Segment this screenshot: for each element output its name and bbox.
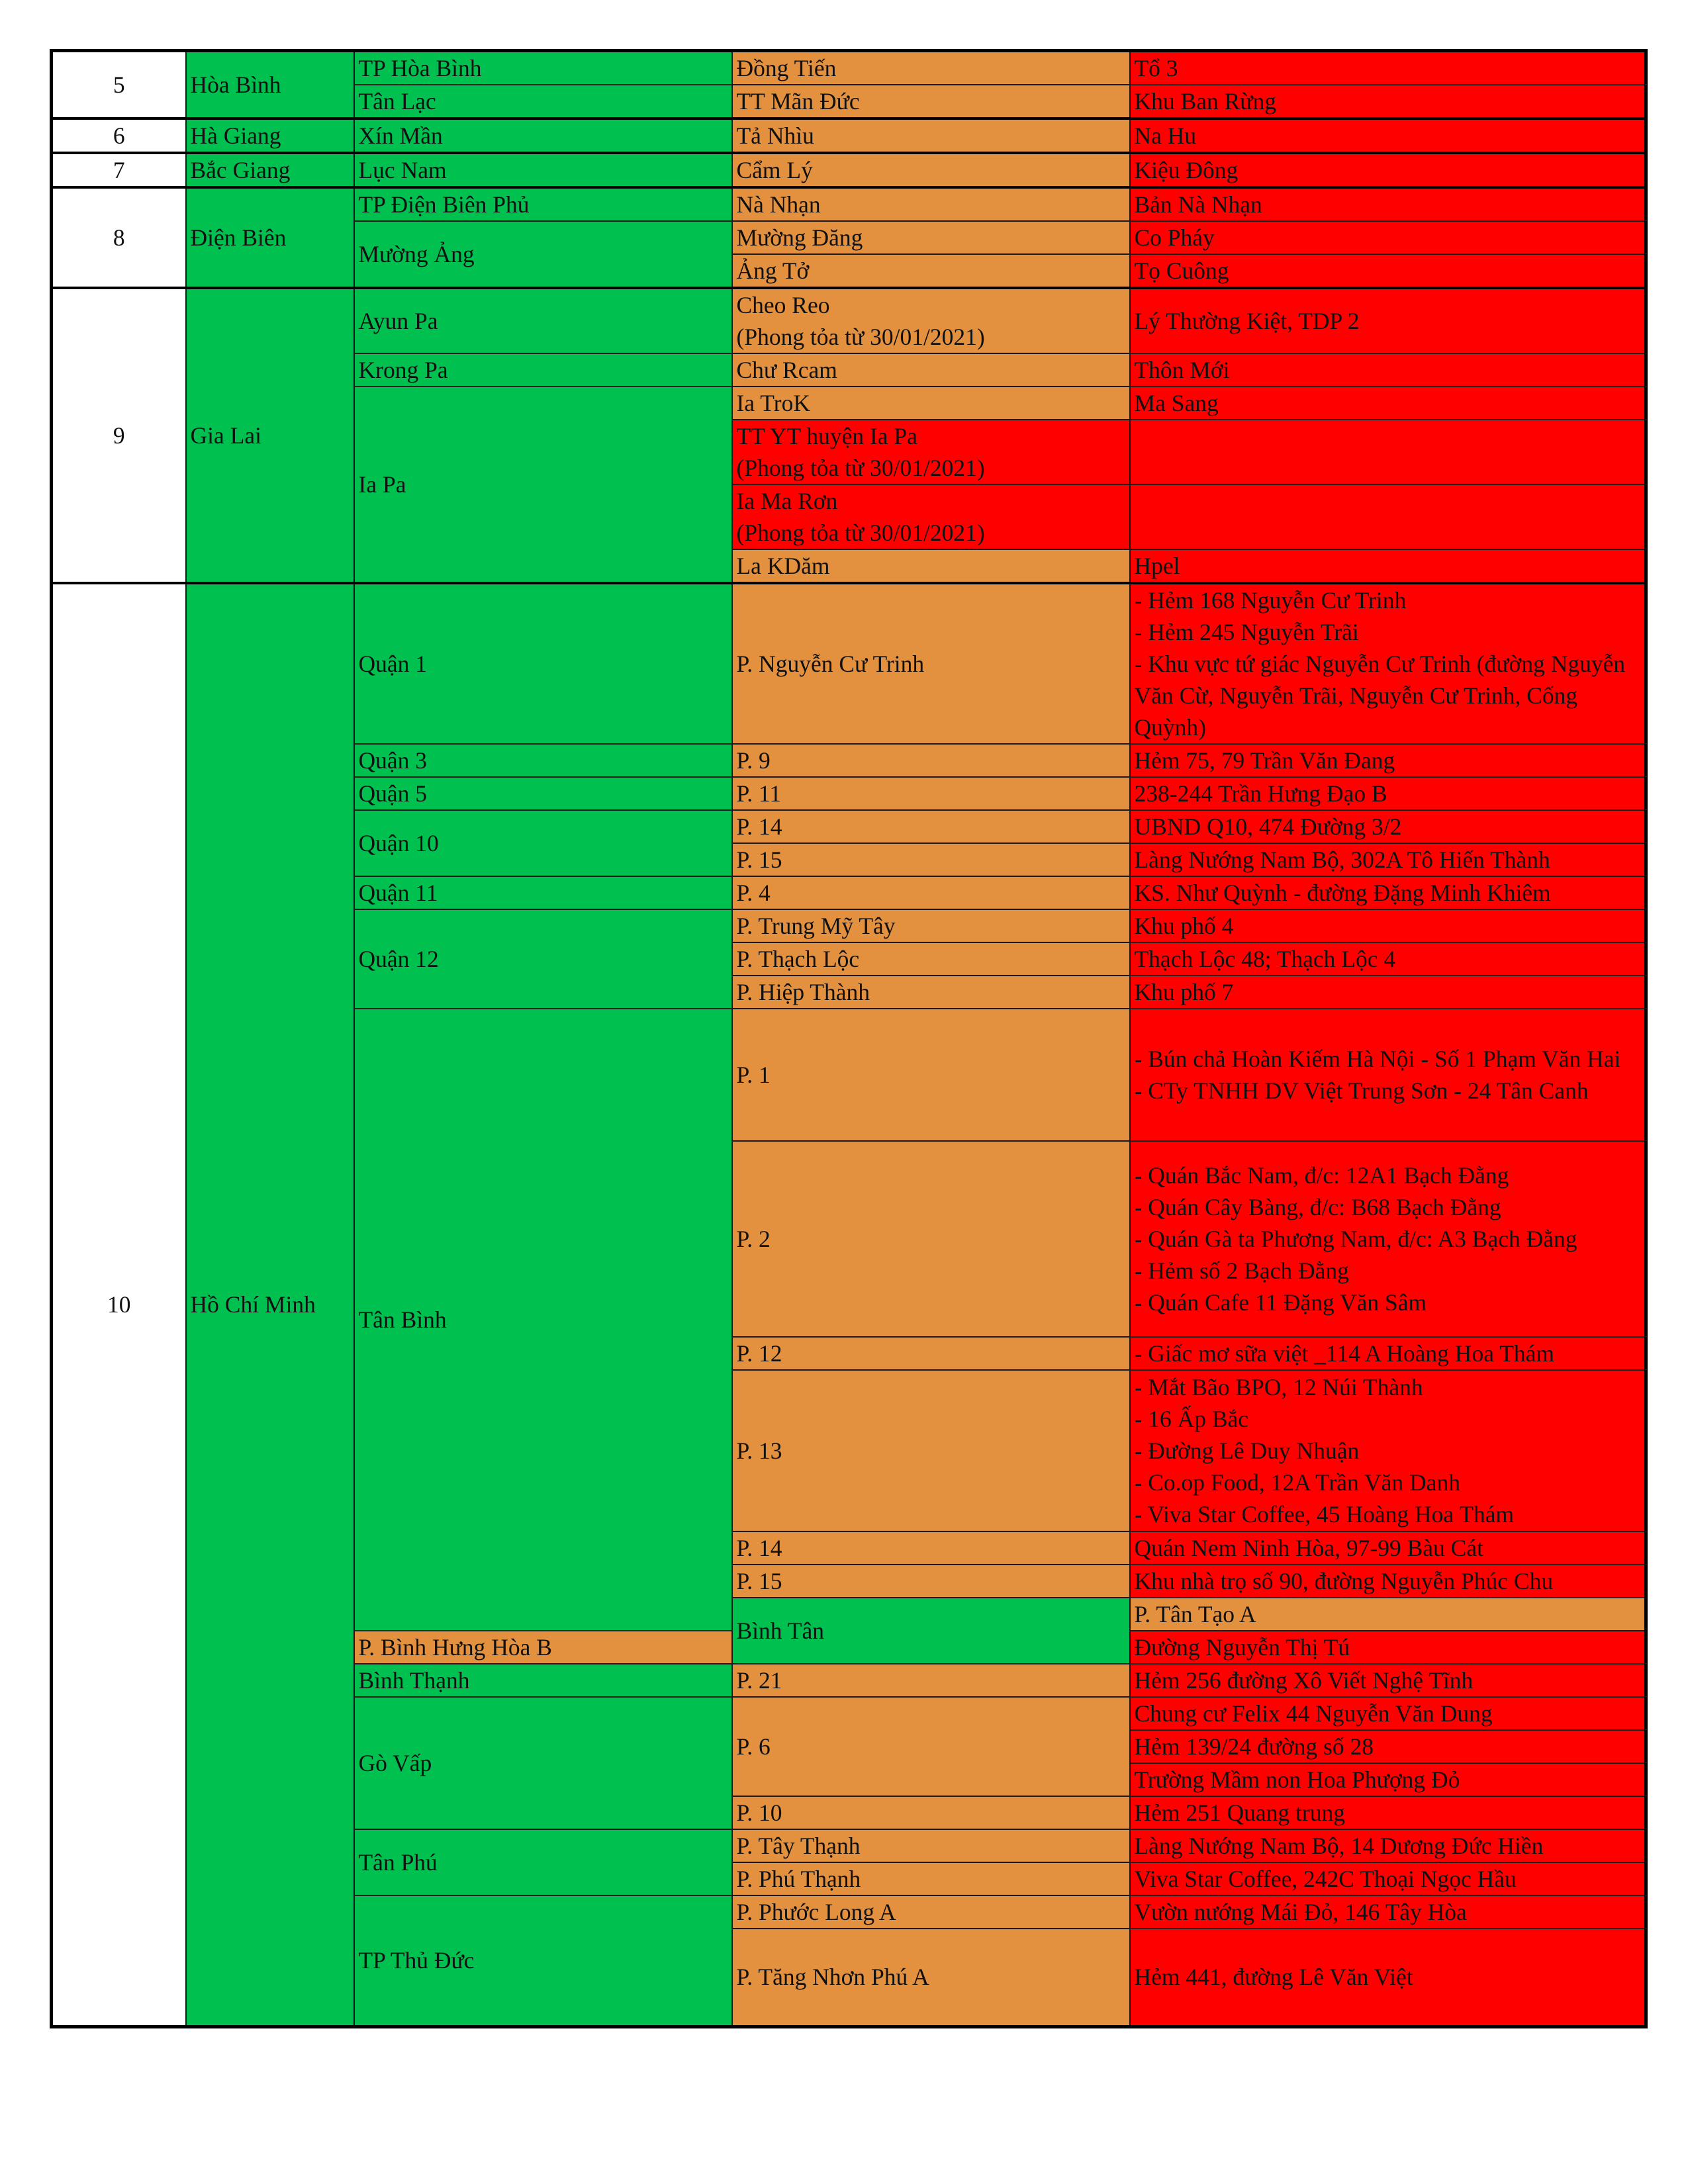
location-cell: Hẻm 441, đường Lê Văn Việt (1130, 1929, 1646, 2026)
location-cell: Hẻm 256 đường Xô Viết Nghệ Tĩnh (1130, 1664, 1646, 1697)
ward-cell: P. Trung Mỹ Tây (732, 909, 1130, 942)
ward-cell: TT YT huyện Ia Pa (Phong tỏa từ 30/01/2021) (732, 420, 1130, 484)
location-table-body (52, 51, 1646, 2027)
ward-cell: P. Phước Long A (732, 1895, 1130, 1929)
province-cell: Gia Lai (186, 288, 354, 583)
ward-cell: P. 6 (732, 1697, 1130, 1796)
location-cell: KS. Như Quỳnh - đường Đặng Minh Khiêm (1130, 876, 1646, 909)
location-cell: Hẻm 251 Quang trung (1130, 1796, 1646, 1829)
ward-cell: P. 2 (732, 1141, 1130, 1337)
district-cell: Xín Mần (354, 118, 732, 153)
location-cell: Viva Star Coffee, 242C Thoại Ngọc Hầu (1130, 1862, 1646, 1895)
ward-cell: Mường Đăng (732, 221, 1130, 254)
ward-cell: P. 4 (732, 876, 1130, 909)
ward-cell: P. Thạch Lộc (732, 942, 1130, 976)
ward-cell: Ảng Tở (732, 254, 1130, 288)
district-cell: Quận 5 (354, 777, 732, 810)
location-cell: Khu phố 7 (1130, 976, 1646, 1009)
ward-cell: Ia TroK (732, 387, 1130, 420)
location-cell: Tổ 3 (1130, 51, 1646, 85)
location-cell: Làng Nướng Nam Bộ, 14 Dương Đức Hiền (1130, 1829, 1646, 1862)
district-cell: Quận 3 (354, 744, 732, 777)
location-cell: Khu nhà trọ số 90, đường Nguyễn Phúc Chu (1130, 1565, 1646, 1598)
ward-cell: Ia Ma Rơn (Phong tỏa từ 30/01/2021) (732, 484, 1130, 549)
location-cell: Làng Nướng Nam Bộ, 302A Tô Hiến Thành (1130, 843, 1646, 876)
location-cell: Ma Sang (1130, 387, 1646, 420)
location-cell: Khu Ban Rừng (1130, 85, 1646, 118)
location-cell: Co Pháy (1130, 221, 1646, 254)
location-cell: Hẻm 139/24 đường số 28 (1130, 1730, 1646, 1763)
table-row (52, 288, 1646, 353)
ward-cell: P. Tây Thạnh (732, 1829, 1130, 1862)
ward-cell: P. 10 (732, 1796, 1130, 1829)
ward-cell: P. 11 (732, 777, 1130, 810)
ward-cell: Cheo Reo (Phong tỏa từ 30/01/2021) (732, 288, 1130, 353)
ward-cell: P. Tăng Nhơn Phú A (732, 1929, 1130, 2026)
stt-cell: 7 (52, 153, 186, 187)
ward-cell: P. 9 (732, 744, 1130, 777)
table-row (52, 118, 1646, 153)
ward-cell: P. 13 (732, 1370, 1130, 1531)
district-cell: Ia Pa (354, 387, 732, 583)
ward-cell: P. 12 (732, 1337, 1130, 1370)
ward-cell: P. 15 (732, 843, 1130, 876)
location-cell: - Giấc mơ sữa việt _114 A Hoàng Hoa Thám (1130, 1337, 1646, 1370)
district-cell: Ayun Pa (354, 288, 732, 353)
table-row (52, 583, 1646, 744)
location-cell: - Bún chả Hoàn Kiếm Hà Nội - Số 1 Phạm Văn Hai - CTy TNHH DV Việt Trung Sơn - 24 Tân Canh (1130, 1009, 1646, 1141)
location-cell: - Mắt Bão BPO, 12 Núi Thành - 16 Ấp Bắc - Đường Lê Duy Nhuận - Co.op Food, 12A Trần Văn Danh - Viva Star Coffee, 45 Hoàng Hoa Thám (1130, 1370, 1646, 1531)
location-cell: - Hẻm 168 Nguyễn Cư Trinh - Hẻm 245 Nguyễn Trãi - Khu vực tứ giác Nguyễn Cư Trinh (đường Nguyễn Văn Cừ, Nguyễn Trãi, Nguyễn Cư Trinh, Cống Quỳnh) (1130, 583, 1646, 744)
district-cell: Krong Pa (354, 353, 732, 387)
location-cell: Bản Nà Nhạn (1130, 187, 1646, 221)
province-cell: Hồ Chí Minh (186, 583, 354, 2026)
ward-cell: P. 14 (732, 810, 1130, 843)
location-cell: Vườn nướng Mái Đỏ, 146 Tây Hòa (1130, 1895, 1646, 1929)
district-cell: TP Hòa Bình (354, 51, 732, 85)
ward-cell: P. Hiệp Thành (732, 976, 1130, 1009)
location-cell: UBND Q10, 474 Đường 3/2 (1130, 810, 1646, 843)
district-cell: Tân Lạc (354, 85, 732, 118)
ward-cell: P. Bình Hưng Hòa B (354, 1631, 732, 1664)
stt-cell: 5 (52, 51, 186, 119)
province-cell: Hòa Bình (186, 51, 354, 119)
stt-cell: 10 (52, 583, 186, 2026)
location-cell: Na Hu (1130, 118, 1646, 153)
location-cell: Đường Nguyễn Thị Tú (1130, 1631, 1646, 1664)
district-cell: Bình Thạnh (354, 1664, 732, 1697)
location-cell: Hpel (1130, 549, 1646, 583)
location-cell: - Quán Bắc Nam, đ/c: 12A1 Bạch Đằng - Quán Cây Bàng, đ/c: B68 Bạch Đằng - Quán Gà ta Phương Nam, đ/c: A3 Bạch Đằng - Hẻm số 2 Bạch Đằng - Quán Cafe 11 Đặng Văn Sâm (1130, 1141, 1646, 1337)
table-row (52, 187, 1646, 221)
ward-cell: La KDăm (732, 549, 1130, 583)
location-table (50, 49, 1648, 2028)
ward-cell: Nà Nhạn (732, 187, 1130, 221)
stt-cell: 6 (52, 118, 186, 153)
ward-cell: P. 1 (732, 1009, 1130, 1141)
location-cell: 238-244 Trần Hưng Đạo B (1130, 777, 1646, 810)
ward-cell: Đồng Tiến (732, 51, 1130, 85)
ward-cell: P. 21 (732, 1664, 1130, 1697)
stt-cell: 9 (52, 288, 186, 583)
district-cell: Quận 11 (354, 876, 732, 909)
location-cell (1130, 420, 1646, 484)
location-cell: Kiệu Đông (1130, 153, 1646, 187)
ward-cell: Tả Nhìu (732, 118, 1130, 153)
location-cell: Chung cư Felix 44 Nguyễn Văn Dung (1130, 1697, 1646, 1730)
province-cell: Bắc Giang (186, 153, 354, 187)
table-row (52, 51, 1646, 85)
district-cell: Mường Ảng (354, 221, 732, 288)
district-cell: Tân Phú (354, 1829, 732, 1895)
ward-cell: P. 15 (732, 1565, 1130, 1598)
location-cell: Quán Nem Ninh Hòa, 97-99 Bàu Cát (1130, 1531, 1646, 1565)
district-cell: Quận 10 (354, 810, 732, 876)
district-cell: Gò Vấp (354, 1697, 732, 1829)
location-cell: Hẻm 75, 79 Trần Văn Đang (1130, 744, 1646, 777)
ward-cell: P. Nguyễn Cư Trinh (732, 583, 1130, 744)
ward-cell: Chư Rcam (732, 353, 1130, 387)
location-cell: Thôn Mới (1130, 353, 1646, 387)
province-cell: Hà Giang (186, 118, 354, 153)
district-cell: TP Thủ Đức (354, 1895, 732, 2026)
location-cell: Thạch Lộc 48; Thạch Lộc 4 (1130, 942, 1646, 976)
ward-cell: P. Phú Thạnh (732, 1862, 1130, 1895)
location-cell: Tọ Cuông (1130, 254, 1646, 288)
location-cell: Khu phố 4 (1130, 909, 1646, 942)
district-cell: Quận 12 (354, 909, 732, 1009)
ward-cell: P. Tân Tạo A (1130, 1598, 1646, 1631)
district-cell: TP Điện Biên Phủ (354, 187, 732, 221)
district-cell: Tân Bình (354, 1009, 732, 1631)
table-row (52, 153, 1646, 187)
district-cell: Quận 1 (354, 583, 732, 744)
district-cell: Lục Nam (354, 153, 732, 187)
district-cell: Bình Tân (732, 1598, 1130, 1664)
ward-cell: Cẩm Lý (732, 153, 1130, 187)
province-cell: Điện Biên (186, 187, 354, 288)
ward-cell: P. 14 (732, 1531, 1130, 1565)
ward-cell: TT Mãn Đức (732, 85, 1130, 118)
location-cell (1130, 484, 1646, 549)
stt-cell: 8 (52, 187, 186, 288)
location-cell: Lý Thường Kiệt, TDP 2 (1130, 288, 1646, 353)
location-cell: Trường Mầm non Hoa Phượng Đỏ (1130, 1763, 1646, 1796)
